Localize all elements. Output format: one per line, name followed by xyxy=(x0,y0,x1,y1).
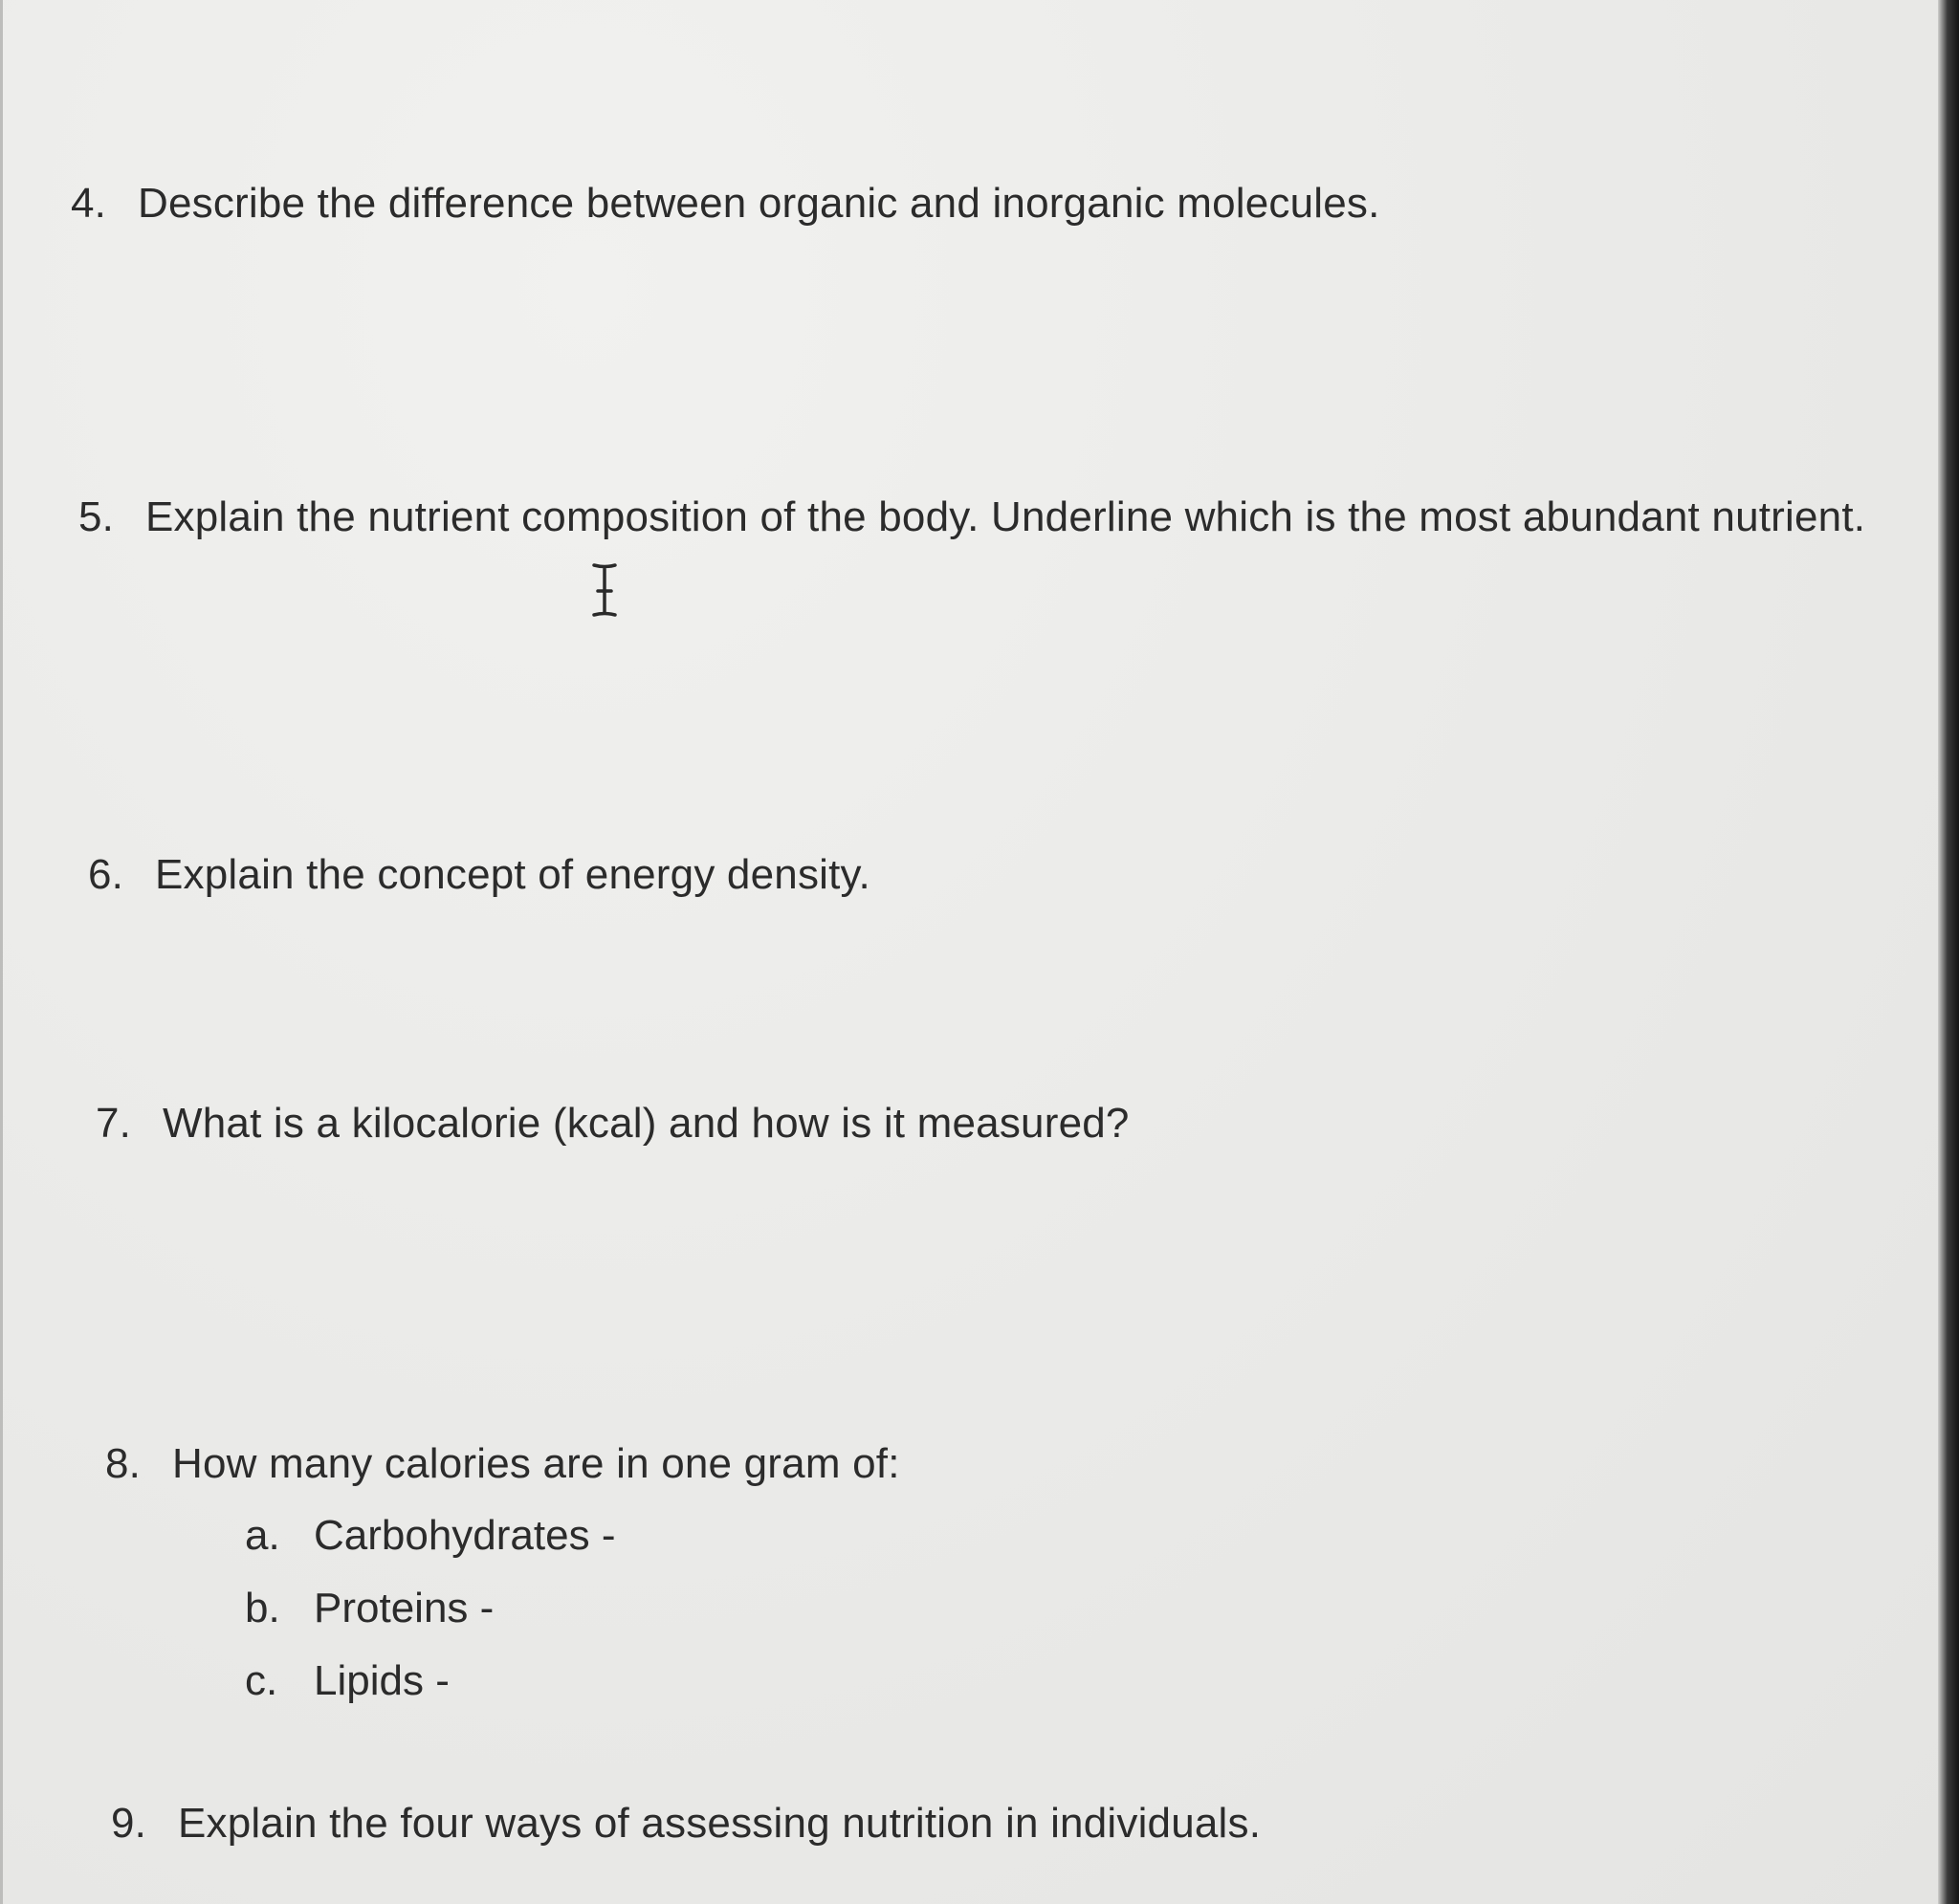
subitem-letter: c. xyxy=(245,1657,278,1704)
question-6 xyxy=(88,851,870,899)
subitem-letter: a. xyxy=(245,1512,280,1559)
question-9 xyxy=(111,1800,1261,1848)
question-text: Describe the difference between organic and inorganic molecules. xyxy=(138,180,1380,227)
question-text: How many calories are in one gram of: xyxy=(172,1440,900,1487)
question-text: What is a kilocalorie (kcal) and how is it measured? xyxy=(163,1100,1130,1147)
subitem-text: Lipids - xyxy=(314,1657,450,1704)
question-5 xyxy=(78,493,1865,541)
subitem-letter: b. xyxy=(245,1585,280,1631)
subitem-text: Proteins - xyxy=(314,1585,495,1631)
question-number: 8. xyxy=(105,1440,142,1487)
question-4 xyxy=(71,180,1380,228)
subitem-text: Carbohydrates - xyxy=(314,1512,616,1559)
question-8 xyxy=(105,1440,900,1488)
question-number: 9. xyxy=(111,1800,147,1847)
question-number: 4. xyxy=(71,180,107,227)
subitem-proteins xyxy=(245,1585,494,1632)
screen-edge xyxy=(0,0,3,1904)
subitem-lipids xyxy=(245,1657,450,1705)
question-text: Explain the concept of energy density. xyxy=(155,851,870,898)
text-cursor-icon xyxy=(588,562,621,618)
question-number: 7. xyxy=(96,1100,132,1147)
question-number: 6. xyxy=(88,851,124,898)
subitem-carbohydrates xyxy=(245,1512,615,1560)
question-text: Explain the nutrient composition of the body. Underline which is the most abundant nutrient. xyxy=(145,493,1866,540)
question-text: Explain the four ways of assessing nutrition in individuals. xyxy=(178,1800,1262,1847)
monitor-bezel xyxy=(1938,0,1959,1904)
question-7 xyxy=(96,1100,1130,1148)
question-number: 5. xyxy=(78,493,115,540)
